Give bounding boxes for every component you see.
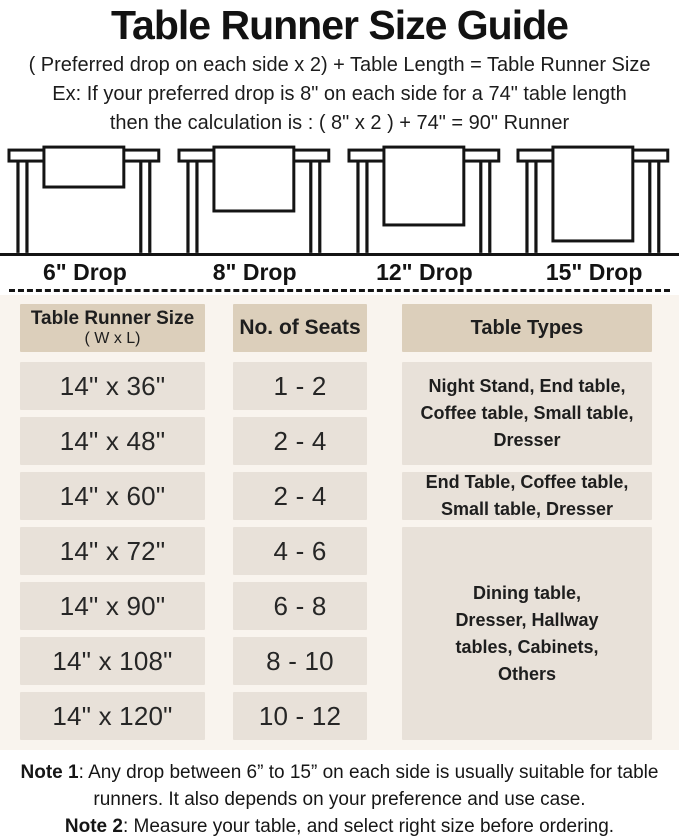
page-title: Table Runner Size Guide xyxy=(111,2,568,48)
drop-label-12: 12" Drop xyxy=(376,259,473,286)
seats-cell-row-1: 1 - 2 xyxy=(233,362,367,410)
table-runner-6-drop-illustration xyxy=(0,145,170,253)
drop-label-8: 8" Drop xyxy=(212,259,297,286)
column-header-seats: No. of Seats xyxy=(233,304,367,352)
column-table-types xyxy=(402,304,652,747)
formula-text: ( Preferred drop on each side x 2) + Table Length = Table Runner Size xyxy=(28,54,651,77)
column-header-runner-size-sub: ( W x L) xyxy=(84,329,141,347)
note-2-label: Note 2 xyxy=(64,816,123,838)
seats-cell-row-4: 4 - 6 xyxy=(233,527,367,575)
note-1-text: : Any drop between 6” to 15” on each side is usually suitable for table runners. It also depends on your preference and use case. xyxy=(78,762,659,811)
seats-cell-row-5: 6 - 8 xyxy=(233,582,367,630)
seats-cell-row-7: 10 - 12 xyxy=(233,692,367,740)
size-cell-row-2: 14" x 48" xyxy=(20,417,205,465)
size-cell-row-1: 14" x 36" xyxy=(20,362,205,410)
table-types-cell-large-tables: Dining table, Dresser, Hallway tables, Cabinets, Others xyxy=(402,527,652,740)
size-table-section xyxy=(0,295,679,750)
note-2-text: : Measure your table, and select right size before ordering. xyxy=(122,816,615,838)
size-cell-row-5: 14" x 90" xyxy=(20,582,205,630)
column-header-table-types: Table Types xyxy=(402,304,652,352)
example-line-1: Ex: If your preferred drop is 8" on each side for a 74" table length xyxy=(52,83,627,106)
table-runner-8-drop-illustration xyxy=(170,145,340,253)
drop-label-6: 6" Drop xyxy=(43,259,127,286)
drop-labels-row xyxy=(0,256,679,289)
column-header-runner-size-title: Table Runner Size xyxy=(30,308,195,330)
table-runner-15-drop-illustration xyxy=(509,145,679,253)
seats-cell-row-3: 2 - 4 xyxy=(233,472,367,520)
column-seats xyxy=(233,304,367,747)
seats-cell-row-2: 2 - 4 xyxy=(233,417,367,465)
table-runner-12-drop-illustration xyxy=(340,145,510,253)
drop-illustrations xyxy=(0,145,679,253)
size-cell-row-7: 14" x 120" xyxy=(20,692,205,740)
drop-label-15: 15" Drop xyxy=(545,259,643,286)
divider-dashed xyxy=(9,289,670,292)
size-cell-row-6: 14" x 108" xyxy=(20,637,205,685)
column-header-runner-size xyxy=(20,304,205,352)
note-2 xyxy=(14,813,666,840)
notes xyxy=(0,750,679,840)
note-1 xyxy=(14,759,666,813)
example-line-2: then the calculation is : ( 8" x 2 ) + 74" = 90" Runner xyxy=(109,112,570,135)
table-types-cell-small-tables: Night Stand, End table, Coffee table, Small table, Dresser xyxy=(402,362,652,465)
note-1-label: Note 1 xyxy=(20,762,79,784)
size-cell-row-4: 14" x 72" xyxy=(20,527,205,575)
header xyxy=(0,0,679,136)
size-cell-row-3: 14" x 60" xyxy=(20,472,205,520)
table-types-cell-medium-tables: End Table, Coffee table, Small table, Dresser xyxy=(402,472,652,520)
seats-cell-row-6: 8 - 10 xyxy=(233,637,367,685)
column-runner-size xyxy=(20,304,205,747)
